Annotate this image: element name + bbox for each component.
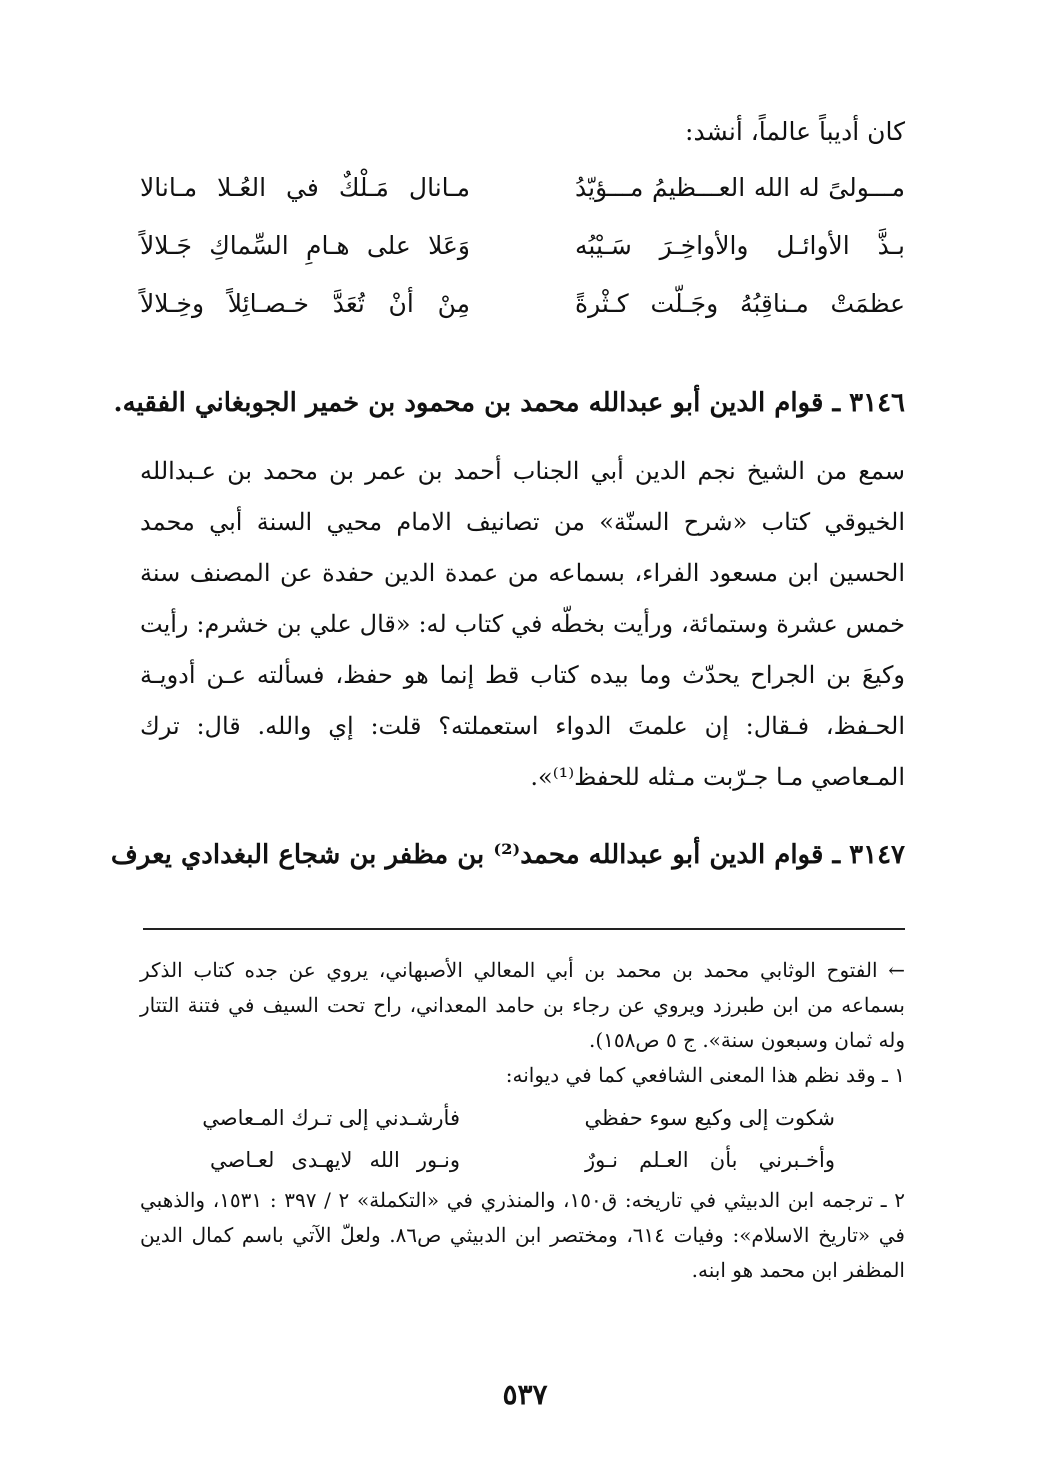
verse-first-hemistich: مـــولىً له الله العـــظيمُ مـــؤيّدُ (575, 172, 905, 202)
verse-second-hemistich: مـانال مَـلْكٌ في العُـلا مـانالا (140, 172, 470, 202)
poem-intro: كان أديباً عالماً، أنشد: (685, 117, 905, 146)
footnotes (140, 953, 905, 1288)
entry-heading-3146: ٣١٤٦ ـ قوام الدين أبو عبدالله محمد بن محمود بن خمير الجوبغاني الفقيه. (113, 388, 905, 418)
verse-line (202, 1097, 835, 1139)
page-number: ٥٣٧ (502, 1378, 548, 1411)
verse-second-hemistich: وَعَلا على هـامِ السِّماكِ جَـلالاً (140, 230, 470, 260)
footnote-divider (143, 928, 905, 930)
entry-paragraph: سمع من الشيخ نجم الدين أبي الجناب أحمد بن عمر بن محمد بن عـبدالله الخيوقي كتاب «شرح السنّة» من تصانيف الامام محيي السنة أبي محمد الحسين ابن مسعود الفراء، بسماعه من عمدة الدين حفدة عن المصنف سنة خمس عشرة وستمائة، ورأيت بخطّه في كتاب له: «قال علي بن خشرم: رأيت وكيعَ بن الجراح يحدّث وما بيده كتاب قط إنما هو حفظ، فسألته عـن أدويـة الحـفظ، فـقال: إن علمتَ الدواء استعملته؟ قلت: إي والله. قال: ترك المـعاصي مـا جـرّبت مـثله للحفظ⁽¹⁾». (140, 457, 905, 791)
verse-line (140, 158, 905, 216)
footnote-1-intro: ١ ـ وقد نظم هذا المعنى الشافعي كما في ديوانه: (505, 1063, 905, 1087)
entry-heading-3147: ٣١٤٧ ـ قوام الدين أبو عبدالله محمد⁽²⁾ بن مظفر بن شجاع البغدادي يعرف (110, 840, 905, 870)
verse-line (140, 274, 905, 332)
verse-line (140, 216, 905, 274)
verse-first-hemistich: بـذَّ الأوائـل والأواخِـرَ سَـيْبُه (575, 230, 905, 260)
verse-first-hemistich: شكوت إلى وكيع سوء حفظي (584, 1105, 835, 1130)
footnote-continuation: ← الفتوح الوثابي محمد بن محمد بن أبي المعالي الأصبهاني، يروي عن جده كتاب الذكر بسماعه من ابن طبرزد ويروي عن رجاء بن حامد المعداني، راح تحت السيف في فتنة التتار وله ثمان وسبعون سنة». ج ٥ ص١٥٨). (140, 958, 905, 1052)
verse-first-hemistich: عظمَتْ مـناقِبُهُ وجَـلّت كـثْرةً (575, 288, 905, 318)
verse-second-hemistich: ونـور الله لايهـدى لعـاصي (210, 1147, 460, 1172)
verse-line (210, 1139, 835, 1181)
verse-first-hemistich: وأخـبرني بأن العـلم نـورٌ (585, 1147, 835, 1172)
verse-second-hemistich: فأرشـدني إلى تـرك المـعاصي (202, 1105, 460, 1130)
footnote-poem (140, 1093, 905, 1183)
verse-second-hemistich: مِنْ أنْ تُعَدَّ خـصـائِلاً وخِـلالاً (140, 288, 470, 318)
footnote-2: ٢ ـ ترجمه ابن الدبيثي في تاريخه: ق١٥٠، والمنذري في «التكملة» ٢ / ٣٩٧ : ١٥٣١، والذهبي في «تاريخ الاسلام»: وفيات ٦١٤، ومختصر ابن الدبيثي ص٨٦. ولعلّ الآتي باسم كمال الدين المظفر ابن محمد هو ابنه. (140, 1188, 906, 1282)
entry-body-3146 (140, 446, 905, 803)
poem (140, 158, 905, 332)
